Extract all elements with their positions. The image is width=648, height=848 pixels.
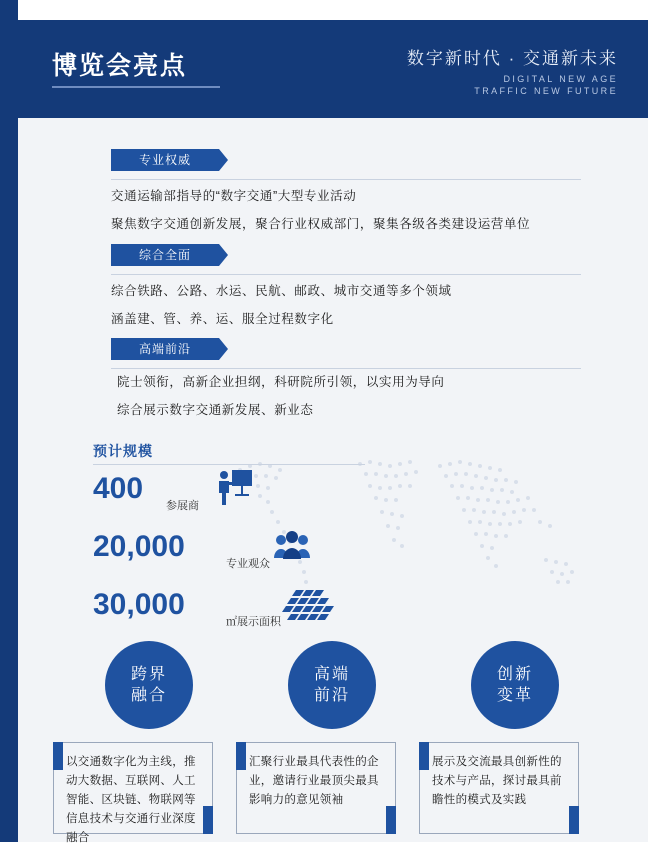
slogan-cn: 数字新时代 · 交通新未来 — [406, 49, 618, 68]
section-1-line-1: 交通运输部指导的“数字交通”大型专业活动 — [111, 189, 357, 203]
feature-circle-3-line2: 变革 — [496, 687, 533, 704]
slogan-en-line1: DIGITAL NEW AGE — [503, 74, 618, 84]
scale-unit-1: 参展商 — [166, 500, 199, 512]
section-tag-2: 综合全面 — [111, 244, 219, 266]
section-tag-1: 专业权威 — [111, 149, 219, 171]
box-corner-accent-tl — [236, 742, 246, 770]
feature-circle-2 — [288, 641, 376, 729]
section-2-line-2: 涵盖建、管、养、运、服全过程数字化 — [111, 312, 334, 326]
box-corner-accent-br — [386, 806, 396, 834]
box-corner-accent-tl — [53, 742, 63, 770]
section-2-line-1: 综合铁路、公路、水运、民航、邮政、城市交通等多个领域 — [111, 284, 452, 298]
scale-number-3: 30,000 — [93, 588, 185, 621]
section-divider-1 — [111, 179, 581, 180]
page-title: 博览会亮点 — [52, 52, 188, 80]
scale-number-1: 400 — [93, 472, 144, 505]
feature-circle-1-line2: 融合 — [130, 687, 167, 704]
section-3-line-1: 院士领衔，高新企业担纲，科研院所引领，以实用为导向 — [117, 375, 445, 389]
feature-circle-3-line1: 创新 — [496, 666, 533, 683]
section-divider-2 — [111, 274, 581, 275]
presenter-icon — [216, 468, 254, 508]
section-1-line-2: 聚焦数字交通创新发展，聚合行业权威部门，聚集各级各类建设运营单位 — [111, 217, 531, 231]
scale-unit-3: ㎡展示面积 — [226, 616, 281, 628]
section-3-line-2: 综合展示数字交通新发展、新业态 — [117, 403, 314, 417]
page-header — [18, 20, 648, 118]
scale-title-divider — [93, 464, 365, 465]
feature-box-3-text: 展示及交流最具创新性的技术与产品，探讨最具前瞻性的模式及实践 — [432, 756, 562, 806]
grid-icon — [280, 588, 338, 622]
scale-section-title: 预计规模 — [93, 443, 153, 459]
left-accent-band — [0, 0, 18, 842]
slogan-en-line2: TRAFFIC NEW FUTURE — [474, 86, 618, 96]
header-slogan — [407, 44, 618, 96]
section-divider-3 — [111, 368, 581, 369]
feature-circle-2-line2: 前沿 — [313, 687, 350, 704]
feature-box-2-text: 汇聚行业最具代表性的企业，邀请行业最顶尖最具影响力的意见领袖 — [249, 756, 379, 806]
box-corner-accent-br — [569, 806, 579, 834]
feature-circle-1 — [105, 641, 193, 729]
feature-box-2 — [236, 742, 396, 834]
audience-icon — [273, 530, 311, 562]
feature-box-1-text: 以交通数字化为主线，推动大数据、互联网、人工智能、区块链、物联网等信息技术与交通行业深度融合 — [66, 756, 196, 844]
feature-box-1 — [53, 742, 213, 844]
feature-circle-2-line1: 高端 — [313, 666, 350, 683]
title-underline — [52, 86, 220, 88]
scale-unit-2: 专业观众 — [226, 558, 270, 570]
box-corner-accent-tl — [419, 742, 429, 770]
feature-circle-3 — [471, 641, 559, 729]
scale-number-2: 20,000 — [93, 530, 185, 563]
section-tag-3: 高端前沿 — [111, 338, 219, 360]
feature-box-3 — [419, 742, 579, 834]
feature-circle-1-line1: 跨界 — [130, 666, 167, 683]
box-corner-accent-br — [203, 806, 213, 834]
